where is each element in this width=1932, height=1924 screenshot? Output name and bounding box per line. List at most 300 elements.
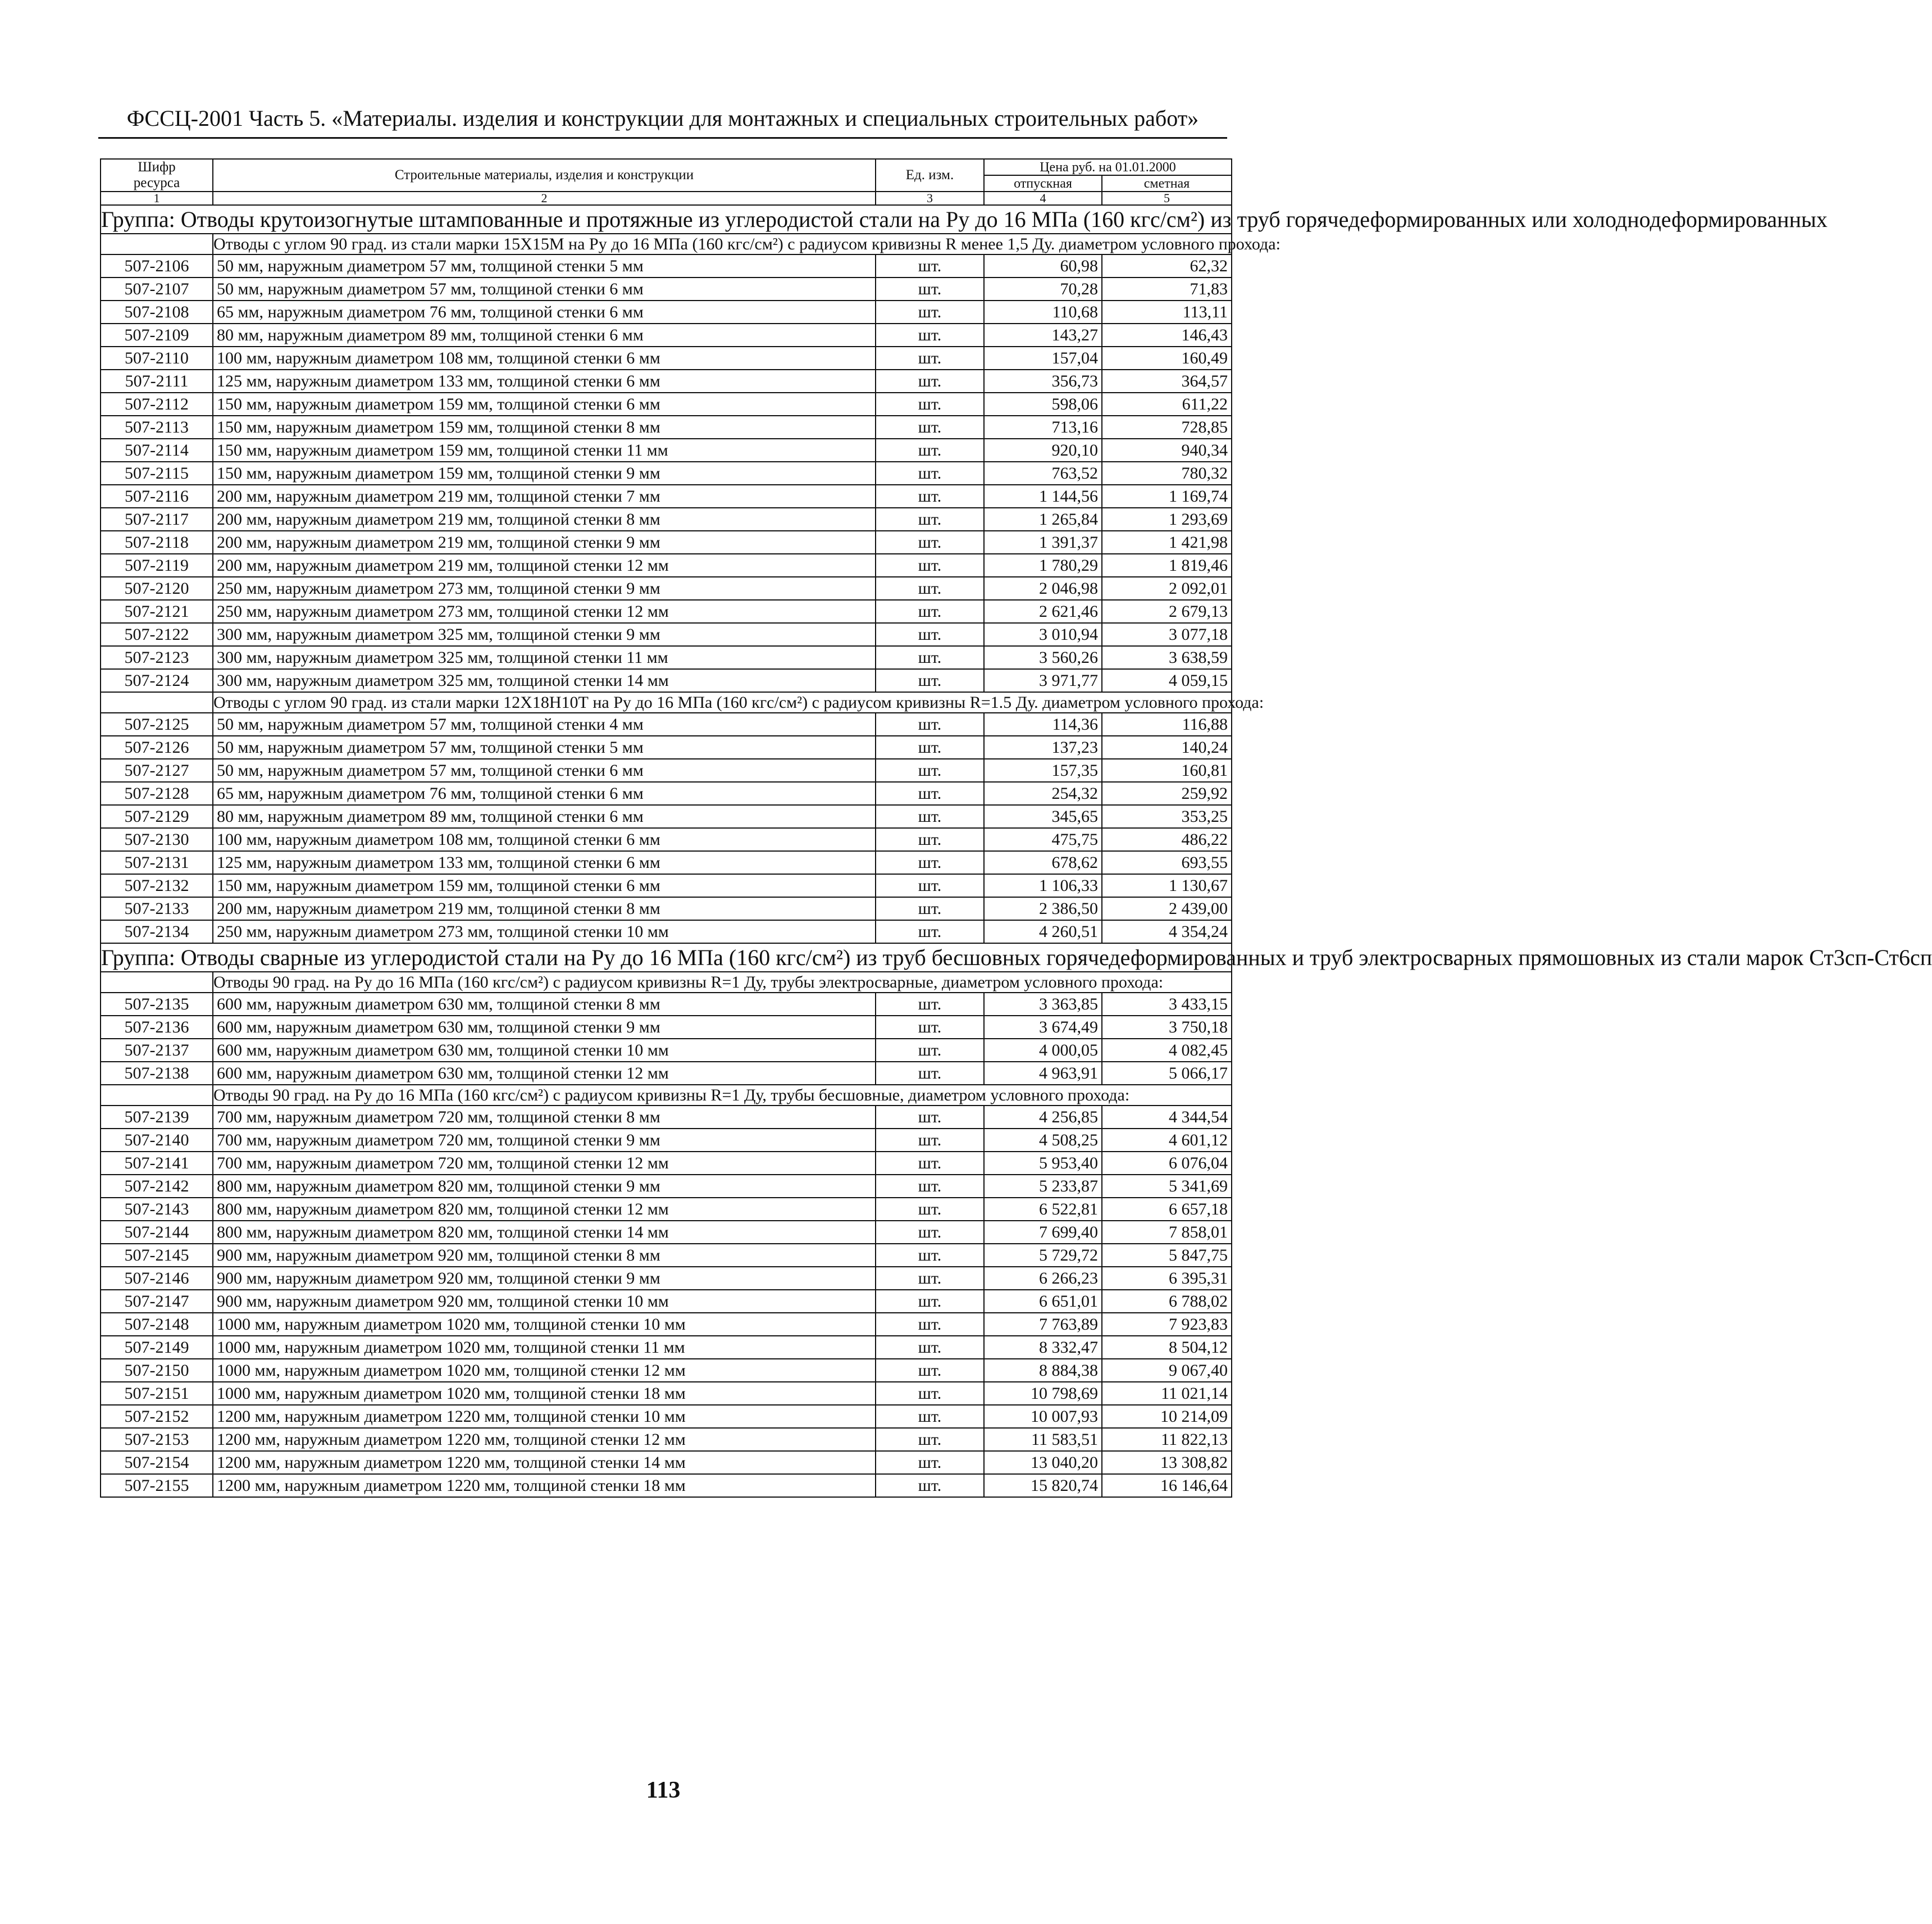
estimate-price: 693,55	[1102, 851, 1232, 874]
item-unit: шт.	[876, 577, 984, 600]
estimate-price: 4 344,54	[1102, 1106, 1232, 1129]
item-unit: шт.	[876, 805, 984, 828]
estimate-price: 1 169,74	[1102, 485, 1232, 508]
table-row	[101, 485, 1232, 508]
table-row	[101, 1313, 1232, 1336]
item-unit: шт.	[876, 554, 984, 577]
item-description: 50 мм, наружным диаметром 57 мм, толщиной стенки 4 мм	[213, 713, 876, 736]
table-row	[101, 1016, 1232, 1039]
item-description: 1200 мм, наружным диаметром 1220 мм, толщиной стенки 12 мм	[213, 1428, 876, 1451]
resource-code: 507-2131	[101, 851, 213, 874]
header-unit: Ед. изм.	[876, 159, 984, 192]
estimate-price: 2 439,00	[1102, 897, 1232, 920]
table-row	[101, 782, 1232, 805]
resource-code: 507-2108	[101, 301, 213, 324]
estimate-price: 611,22	[1102, 393, 1232, 416]
group-row	[101, 943, 1232, 972]
resource-code: 507-2114	[101, 439, 213, 462]
column-number-row	[101, 192, 1232, 205]
estimate-price: 4 082,45	[1102, 1039, 1232, 1062]
estimate-price: 353,25	[1102, 805, 1232, 828]
estimate-price: 3 750,18	[1102, 1016, 1232, 1039]
item-description: 125 мм, наружным диаметром 133 мм, толщиной стенки 6 мм	[213, 370, 876, 393]
estimate-price: 13 308,82	[1102, 1451, 1232, 1474]
table-row	[101, 828, 1232, 851]
estimate-price: 486,22	[1102, 828, 1232, 851]
release-price: 5 233,87	[984, 1175, 1102, 1198]
item-unit: шт.	[876, 347, 984, 370]
item-unit: шт.	[876, 1428, 984, 1451]
item-unit: шт.	[876, 759, 984, 782]
release-price: 1 391,37	[984, 531, 1102, 554]
estimate-price: 7 858,01	[1102, 1221, 1232, 1244]
release-price: 3 010,94	[984, 623, 1102, 646]
estimate-price: 6 788,02	[1102, 1290, 1232, 1313]
estimate-price: 3 638,59	[1102, 646, 1232, 669]
release-price: 114,36	[984, 713, 1102, 736]
resource-code: 507-2112	[101, 393, 213, 416]
estimate-price: 780,32	[1102, 462, 1232, 485]
estimate-price: 11 021,14	[1102, 1382, 1232, 1405]
item-description: 250 мм, наружным диаметром 273 мм, толщиной стенки 9 мм	[213, 577, 876, 600]
item-unit: шт.	[876, 1016, 984, 1039]
item-unit: шт.	[876, 851, 984, 874]
estimate-price: 5 847,75	[1102, 1244, 1232, 1267]
subgroup-row	[101, 1085, 1232, 1106]
subgroup-text: Отводы 90 град. на Ру до 16 МПа (160 кгс/см²) с радиусом кривизны R=1 Ду, трубы бесшовные, диаметром условного прохода:	[213, 1085, 1232, 1106]
column-number: 5	[1102, 192, 1232, 205]
release-price: 157,35	[984, 759, 1102, 782]
release-price: 356,73	[984, 370, 1102, 393]
item-unit: шт.	[876, 439, 984, 462]
estimate-price: 1 421,98	[1102, 531, 1232, 554]
item-unit: шт.	[876, 1359, 984, 1382]
table-row	[101, 1221, 1232, 1244]
table-row	[101, 736, 1232, 759]
release-price: 8 884,38	[984, 1359, 1102, 1382]
item-description: 80 мм, наружным диаметром 89 мм, толщиной стенки 6 мм	[213, 805, 876, 828]
item-description: 250 мм, наружным диаметром 273 мм, толщиной стенки 12 мм	[213, 600, 876, 623]
release-price: 60,98	[984, 254, 1102, 278]
estimate-price: 3 433,15	[1102, 993, 1232, 1016]
item-description: 50 мм, наружным диаметром 57 мм, толщиной стенки 5 мм	[213, 736, 876, 759]
item-description: 600 мм, наружным диаметром 630 мм, толщиной стенки 8 мм	[213, 993, 876, 1016]
release-price: 5 953,40	[984, 1152, 1102, 1175]
estimate-price: 940,34	[1102, 439, 1232, 462]
header-price-group: Цена руб. на 01.01.2000	[984, 159, 1232, 175]
table-row	[101, 1039, 1232, 1062]
subgroup-code-cell	[101, 234, 213, 254]
subgroup-row	[101, 692, 1232, 713]
item-unit: шт.	[876, 278, 984, 301]
table-row	[101, 623, 1232, 646]
estimate-price: 140,24	[1102, 736, 1232, 759]
release-price: 13 040,20	[984, 1451, 1102, 1474]
item-description: 125 мм, наружным диаметром 133 мм, толщиной стенки 6 мм	[213, 851, 876, 874]
estimate-price: 728,85	[1102, 416, 1232, 439]
table-row	[101, 1062, 1232, 1085]
subgroup-code-cell	[101, 1085, 213, 1106]
table-row	[101, 1290, 1232, 1313]
item-description: 250 мм, наружным диаметром 273 мм, толщиной стенки 10 мм	[213, 920, 876, 943]
table-row	[101, 993, 1232, 1016]
item-unit: шт.	[876, 462, 984, 485]
item-unit: шт.	[876, 1039, 984, 1062]
estimate-price: 1 293,69	[1102, 508, 1232, 531]
resource-code: 507-2153	[101, 1428, 213, 1451]
estimate-price: 113,11	[1102, 301, 1232, 324]
table-row	[101, 462, 1232, 485]
resource-code: 507-2140	[101, 1129, 213, 1152]
release-price: 4 256,85	[984, 1106, 1102, 1129]
table-row	[101, 1382, 1232, 1405]
resource-code: 507-2154	[101, 1451, 213, 1474]
release-price: 4 963,91	[984, 1062, 1102, 1085]
item-description: 700 мм, наружным диаметром 720 мм, толщиной стенки 9 мм	[213, 1129, 876, 1152]
table-row	[101, 646, 1232, 669]
release-price: 1 144,56	[984, 485, 1102, 508]
table-row	[101, 1244, 1232, 1267]
item-unit: шт.	[876, 993, 984, 1016]
table-row	[101, 1106, 1232, 1129]
table-row	[101, 1474, 1232, 1497]
estimate-price: 5 066,17	[1102, 1062, 1232, 1085]
subgroup-code-cell	[101, 692, 213, 713]
item-unit: шт.	[876, 646, 984, 669]
resource-code: 507-2109	[101, 324, 213, 347]
table-row	[101, 874, 1232, 897]
item-description: 900 мм, наружным диаметром 920 мм, толщиной стенки 8 мм	[213, 1244, 876, 1267]
item-description: 900 мм, наружным диаметром 920 мм, толщиной стенки 10 мм	[213, 1290, 876, 1313]
release-price: 11 583,51	[984, 1428, 1102, 1451]
resource-code: 507-2143	[101, 1198, 213, 1221]
release-price: 5 729,72	[984, 1244, 1102, 1267]
resource-code: 507-2133	[101, 897, 213, 920]
item-unit: шт.	[876, 1313, 984, 1336]
resource-code: 507-2122	[101, 623, 213, 646]
resource-code: 507-2146	[101, 1267, 213, 1290]
item-description: 80 мм, наружным диаметром 89 мм, толщиной стенки 6 мм	[213, 324, 876, 347]
table-row	[101, 1267, 1232, 1290]
resource-code: 507-2119	[101, 554, 213, 577]
column-number: 3	[876, 192, 984, 205]
item-unit: шт.	[876, 1221, 984, 1244]
item-description: 65 мм, наружным диаметром 76 мм, толщиной стенки 6 мм	[213, 301, 876, 324]
resource-code: 507-2115	[101, 462, 213, 485]
resource-code: 507-2141	[101, 1152, 213, 1175]
resource-code: 507-2136	[101, 1016, 213, 1039]
release-price: 137,23	[984, 736, 1102, 759]
item-description: 1000 мм, наружным диаметром 1020 мм, толщиной стенки 11 мм	[213, 1336, 876, 1359]
item-description: 200 мм, наружным диаметром 219 мм, толщиной стенки 8 мм	[213, 897, 876, 920]
table-row	[101, 851, 1232, 874]
item-description: 100 мм, наружным диаметром 108 мм, толщиной стенки 6 мм	[213, 347, 876, 370]
table-row	[101, 1405, 1232, 1428]
estimate-price: 259,92	[1102, 782, 1232, 805]
header-code: Шифр ресурса	[101, 159, 213, 192]
resource-code: 507-2142	[101, 1175, 213, 1198]
subgroup-text: Отводы с углом 90 град. из стали марки 12Х18Н10Т на Ру до 16 МПа (160 кгс/см²) с радиусом кривизны R=1.5 Ду. диаметром условного прохода:	[213, 693, 1264, 712]
release-price: 7 699,40	[984, 1221, 1102, 1244]
resource-code: 507-2150	[101, 1359, 213, 1382]
item-unit: шт.	[876, 1175, 984, 1198]
table-row	[101, 554, 1232, 577]
item-description: 150 мм, наружным диаметром 159 мм, толщиной стенки 11 мм	[213, 439, 876, 462]
item-unit: шт.	[876, 1106, 984, 1129]
item-description: 200 мм, наружным диаметром 219 мм, толщиной стенки 7 мм	[213, 485, 876, 508]
release-price: 110,68	[984, 301, 1102, 324]
release-price: 6 651,01	[984, 1290, 1102, 1313]
item-description: 800 мм, наружным диаметром 820 мм, толщиной стенки 12 мм	[213, 1198, 876, 1221]
estimate-price: 71,83	[1102, 278, 1232, 301]
table-row	[101, 1428, 1232, 1451]
subgroup-row	[101, 972, 1232, 993]
release-price: 3 363,85	[984, 993, 1102, 1016]
table-row	[101, 324, 1232, 347]
resource-code: 507-2126	[101, 736, 213, 759]
release-price: 4 000,05	[984, 1039, 1102, 1062]
release-price: 920,10	[984, 439, 1102, 462]
item-unit: шт.	[876, 508, 984, 531]
table-row	[101, 920, 1232, 943]
estimate-price: 364,57	[1102, 370, 1232, 393]
estimate-price: 4 059,15	[1102, 669, 1232, 692]
release-price: 1 780,29	[984, 554, 1102, 577]
resource-code: 507-2152	[101, 1405, 213, 1428]
item-unit: шт.	[876, 485, 984, 508]
resource-code: 507-2106	[101, 254, 213, 278]
release-price: 15 820,74	[984, 1474, 1102, 1497]
item-unit: шт.	[876, 1244, 984, 1267]
table-row	[101, 254, 1232, 278]
item-unit: шт.	[876, 623, 984, 646]
item-unit: шт.	[876, 1129, 984, 1152]
table-row	[101, 1451, 1232, 1474]
group-title: Группа: Отводы крутоизогнутые штампованные и протяжные из углеродистой стали на Ру до 16 МПа (160 кгс/см²) из труб горячедеформированных или холоднодеформированных	[101, 205, 1232, 234]
table-row	[101, 531, 1232, 554]
release-price: 254,32	[984, 782, 1102, 805]
item-unit: шт.	[876, 531, 984, 554]
estimate-price: 160,81	[1102, 759, 1232, 782]
release-price: 10 007,93	[984, 1405, 1102, 1428]
resource-code: 507-2121	[101, 600, 213, 623]
resource-code: 507-2132	[101, 874, 213, 897]
item-unit: шт.	[876, 1451, 984, 1474]
item-unit: шт.	[876, 393, 984, 416]
item-description: 800 мм, наружным диаметром 820 мм, толщиной стенки 14 мм	[213, 1221, 876, 1244]
item-description: 50 мм, наружным диаметром 57 мм, толщиной стенки 6 мм	[213, 759, 876, 782]
estimate-price: 62,32	[1102, 254, 1232, 278]
release-price: 1 265,84	[984, 508, 1102, 531]
table-row	[101, 759, 1232, 782]
item-description: 300 мм, наружным диаметром 325 мм, толщиной стенки 11 мм	[213, 646, 876, 669]
item-unit: шт.	[876, 874, 984, 897]
resource-code: 507-2149	[101, 1336, 213, 1359]
item-description: 300 мм, наружным диаметром 325 мм, толщиной стенки 9 мм	[213, 623, 876, 646]
header-rule	[98, 137, 1227, 139]
item-description: 1200 мм, наружным диаметром 1220 мм, толщиной стенки 18 мм	[213, 1474, 876, 1497]
table-row	[101, 439, 1232, 462]
release-price: 4 260,51	[984, 920, 1102, 943]
estimate-price: 146,43	[1102, 324, 1232, 347]
resource-code: 507-2147	[101, 1290, 213, 1313]
estimate-price: 8 504,12	[1102, 1336, 1232, 1359]
resource-code: 507-2151	[101, 1382, 213, 1405]
table-row	[101, 600, 1232, 623]
column-number: 4	[984, 192, 1102, 205]
item-unit: шт.	[876, 301, 984, 324]
item-description: 600 мм, наружным диаметром 630 мм, толщиной стенки 9 мм	[213, 1016, 876, 1039]
table-row	[101, 416, 1232, 439]
release-price: 7 763,89	[984, 1313, 1102, 1336]
item-unit: шт.	[876, 324, 984, 347]
item-description: 100 мм, наружным диаметром 108 мм, толщиной стенки 6 мм	[213, 828, 876, 851]
item-unit: шт.	[876, 600, 984, 623]
item-unit: шт.	[876, 1336, 984, 1359]
estimate-price: 11 822,13	[1102, 1428, 1232, 1451]
page-number: 113	[646, 1777, 681, 1803]
release-price: 2 386,50	[984, 897, 1102, 920]
item-unit: шт.	[876, 1198, 984, 1221]
item-description: 1000 мм, наружным диаметром 1020 мм, толщиной стенки 12 мм	[213, 1359, 876, 1382]
estimate-price: 1 819,46	[1102, 554, 1232, 577]
header-release-price: отпускная	[984, 175, 1102, 192]
item-description: 150 мм, наружным диаметром 159 мм, толщиной стенки 6 мм	[213, 393, 876, 416]
item-unit: шт.	[876, 782, 984, 805]
item-unit: шт.	[876, 416, 984, 439]
resource-code: 507-2116	[101, 485, 213, 508]
resource-code: 507-2120	[101, 577, 213, 600]
table-row	[101, 1359, 1232, 1382]
resource-code: 507-2139	[101, 1106, 213, 1129]
resource-code: 507-2113	[101, 416, 213, 439]
estimate-price: 1 130,67	[1102, 874, 1232, 897]
resource-code: 507-2137	[101, 1039, 213, 1062]
resource-code: 507-2155	[101, 1474, 213, 1497]
item-unit: шт.	[876, 1382, 984, 1405]
subgroup-text: Отводы 90 град. на Ру до 16 МПа (160 кгс/см²) с радиусом кривизны R=1 Ду, трубы электросварные, диаметром условного прохода:	[213, 972, 1232, 993]
group-title: Группа: Отводы сварные из углеродистой стали на Ру до 16 МПа (160 кгс/см²) из труб бесшовных горячедеформированных и труб электросварных прямошовных из стали марок Ст3сп-Ст6сп	[101, 943, 1232, 972]
resource-code: 507-2135	[101, 993, 213, 1016]
item-description: 900 мм, наружным диаметром 920 мм, толщиной стенки 9 мм	[213, 1267, 876, 1290]
item-description: 300 мм, наружным диаметром 325 мм, толщиной стенки 14 мм	[213, 669, 876, 692]
release-price: 678,62	[984, 851, 1102, 874]
item-description: 200 мм, наружным диаметром 219 мм, толщиной стенки 12 мм	[213, 554, 876, 577]
table-row	[101, 577, 1232, 600]
release-price: 1 106,33	[984, 874, 1102, 897]
release-price: 2 046,98	[984, 577, 1102, 600]
table-body	[101, 205, 1932, 1497]
estimate-price: 4 601,12	[1102, 1129, 1232, 1152]
resource-code: 507-2128	[101, 782, 213, 805]
resource-code: 507-2129	[101, 805, 213, 828]
item-unit: шт.	[876, 897, 984, 920]
estimate-price: 4 354,24	[1102, 920, 1232, 943]
item-description: 1000 мм, наружным диаметром 1020 мм, толщиной стенки 10 мм	[213, 1313, 876, 1336]
item-description: 200 мм, наружным диаметром 219 мм, толщиной стенки 9 мм	[213, 531, 876, 554]
release-price: 3 674,49	[984, 1016, 1102, 1039]
resource-code: 507-2130	[101, 828, 213, 851]
table-row	[101, 805, 1232, 828]
table-row	[101, 370, 1232, 393]
item-description: 700 мм, наружным диаметром 720 мм, толщиной стенки 12 мм	[213, 1152, 876, 1175]
estimate-price: 16 146,64	[1102, 1474, 1232, 1497]
estimate-price: 10 214,09	[1102, 1405, 1232, 1428]
item-unit: шт.	[876, 1152, 984, 1175]
item-description: 700 мм, наружным диаметром 720 мм, толщиной стенки 8 мм	[213, 1106, 876, 1129]
item-unit: шт.	[876, 1062, 984, 1085]
table-row	[101, 1198, 1232, 1221]
item-description: 1000 мм, наружным диаметром 1020 мм, толщиной стенки 18 мм	[213, 1382, 876, 1405]
table-row	[101, 1336, 1232, 1359]
item-description: 600 мм, наружным диаметром 630 мм, толщиной стенки 12 мм	[213, 1062, 876, 1085]
estimate-price: 7 923,83	[1102, 1313, 1232, 1336]
resource-code: 507-2111	[101, 370, 213, 393]
item-description: 150 мм, наружным диаметром 159 мм, толщиной стенки 9 мм	[213, 462, 876, 485]
release-price: 157,04	[984, 347, 1102, 370]
resource-code: 507-2144	[101, 1221, 213, 1244]
release-price: 475,75	[984, 828, 1102, 851]
release-price: 8 332,47	[984, 1336, 1102, 1359]
table-header	[101, 159, 1232, 205]
release-price: 763,52	[984, 462, 1102, 485]
item-unit: шт.	[876, 254, 984, 278]
table-row	[101, 301, 1232, 324]
item-description: 150 мм, наружным диаметром 159 мм, толщиной стенки 6 мм	[213, 874, 876, 897]
subgroup-code-cell	[101, 972, 213, 993]
release-price: 70,28	[984, 278, 1102, 301]
release-price: 143,27	[984, 324, 1102, 347]
item-unit: шт.	[876, 669, 984, 692]
table-row	[101, 347, 1232, 370]
table-row	[101, 1175, 1232, 1198]
estimate-price: 116,88	[1102, 713, 1232, 736]
group-row	[101, 205, 1232, 234]
resource-code: 507-2127	[101, 759, 213, 782]
header-estimate-price: сметная	[1102, 175, 1232, 192]
item-unit: шт.	[876, 1290, 984, 1313]
item-unit: шт.	[876, 736, 984, 759]
column-number: 1	[101, 192, 213, 205]
resource-code: 507-2117	[101, 508, 213, 531]
estimate-price: 6 395,31	[1102, 1267, 1232, 1290]
table-row	[101, 393, 1232, 416]
item-description: 200 мм, наружным диаметром 219 мм, толщиной стенки 8 мм	[213, 508, 876, 531]
estimate-price: 5 341,69	[1102, 1175, 1232, 1198]
table-row	[101, 508, 1232, 531]
item-description: 600 мм, наружным диаметром 630 мм, толщиной стенки 10 мм	[213, 1039, 876, 1062]
subgroup-text: Отводы с углом 90 град. из стали марки 15Х15М на Ру до 16 МПа (160 кгс/см²) с радиусом кривизны R менее 1,5 Ду. диаметром условного прохода:	[213, 235, 1281, 253]
release-price: 713,16	[984, 416, 1102, 439]
resource-code: 507-2124	[101, 669, 213, 692]
running-header: ФССЦ-2001 Часть 5. «Материалы. изделия и конструкции для монтажных и специальных строительных работ»	[126, 106, 1199, 131]
resource-code: 507-2123	[101, 646, 213, 669]
item-unit: шт.	[876, 920, 984, 943]
price-table	[100, 158, 1932, 1498]
resource-code: 507-2110	[101, 347, 213, 370]
estimate-price: 160,49	[1102, 347, 1232, 370]
resource-code: 507-2145	[101, 1244, 213, 1267]
item-description: 50 мм, наружным диаметром 57 мм, толщиной стенки 6 мм	[213, 278, 876, 301]
release-price: 3 560,26	[984, 646, 1102, 669]
item-description: 50 мм, наружным диаметром 57 мм, толщиной стенки 5 мм	[213, 254, 876, 278]
item-unit: шт.	[876, 1405, 984, 1428]
estimate-price: 9 067,40	[1102, 1359, 1232, 1382]
table-row	[101, 897, 1232, 920]
estimate-price: 6 657,18	[1102, 1198, 1232, 1221]
table-row	[101, 669, 1232, 692]
release-price: 10 798,69	[984, 1382, 1102, 1405]
